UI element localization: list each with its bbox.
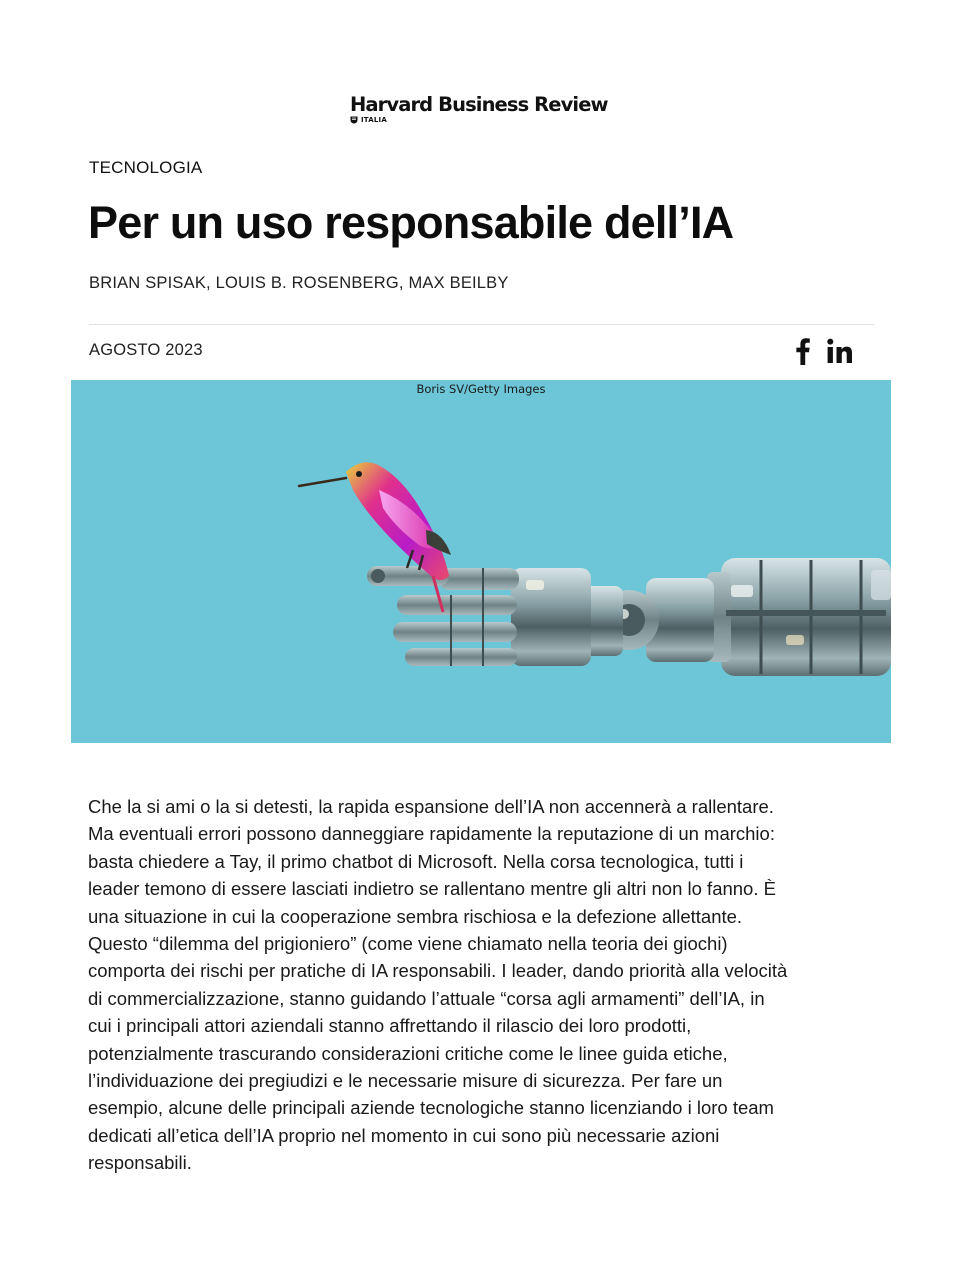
body-line: leader temono di essere lasciati indietro se rallentano mentre gli altri non lo fanno. È [88,878,776,900]
logo-wordmark: Harvard Business Review [350,93,608,116]
body-line: cui i principali attori aziendali stanno affrettando il rilascio dei loro prodotti, [88,1015,692,1037]
image-credit: Boris SV/Getty Images [416,382,546,396]
body-line: potenzialmente trascurando considerazioni critiche come le linee guida etiche, [88,1042,728,1064]
hbr-italia-logo[interactable] [350,94,608,124]
shield-icon [350,116,358,124]
hero-image [71,380,891,743]
facebook-icon [796,337,810,365]
body-line: Che la si ami o la si detesti, la rapida espansione dell’IA non accennerà a rallentare. [88,796,774,817]
body-line: dedicati all’etica dell’IA proprio nel momento in cui sono più necessarie azioni [88,1124,720,1146]
logo-edition-label: ITALIA [361,116,387,124]
body-line: basta chiedere a Tay, il primo chatbot di Microsoft. Nella corsa tecnologica, tutti i [88,850,744,872]
facebook-share-button[interactable] [796,337,810,365]
linkedin-icon [827,338,852,364]
divider [89,324,874,325]
body-line: esempio, alcune delle principali aziende tecnologiche stanno licenziando i loro team [88,1097,774,1119]
article-authors[interactable]: BRIAN SPISAK, LOUIS B. ROSENBERG, MAX BEILBY [89,274,509,292]
body-line: responsabili. [88,1152,192,1174]
body-line: di commercializzazione, stanno guidando l’attuale “corsa agli armamenti” dell’IA, in [88,987,765,1009]
section-label[interactable]: TECNOLOGIA [89,158,203,177]
body-line: Questo “dilemma del prigioniero” (come viene chiamato nella teoria dei giochi) [88,933,728,955]
logo-edition [350,116,608,124]
body-line: Ma eventuali errori possono danneggiare rapidamente la reputazione di un marchio: [88,823,775,845]
hummingbird-robot-arm-illustration [71,380,891,743]
share-bar [796,337,852,365]
article-body [88,793,888,1177]
body-line: l’individuazione dei pregiudizi e le necessarie misure di sicurezza. Per fare un [88,1070,723,1092]
robot-wrist [583,578,714,662]
article-title: Per un uso responsabile dell’IA [88,197,734,248]
body-line: comporta dei rischi per pratiche di IA responsabili. I leader, dando priorità alla velocità [88,960,788,982]
body-line: una situazione in cui la cooperazione sembra rischiosa e la defezione allettante. [88,905,743,927]
linkedin-share-button[interactable] [827,338,852,364]
article-date: AGOSTO 2023 [89,341,203,359]
robot-forearm [707,558,891,676]
